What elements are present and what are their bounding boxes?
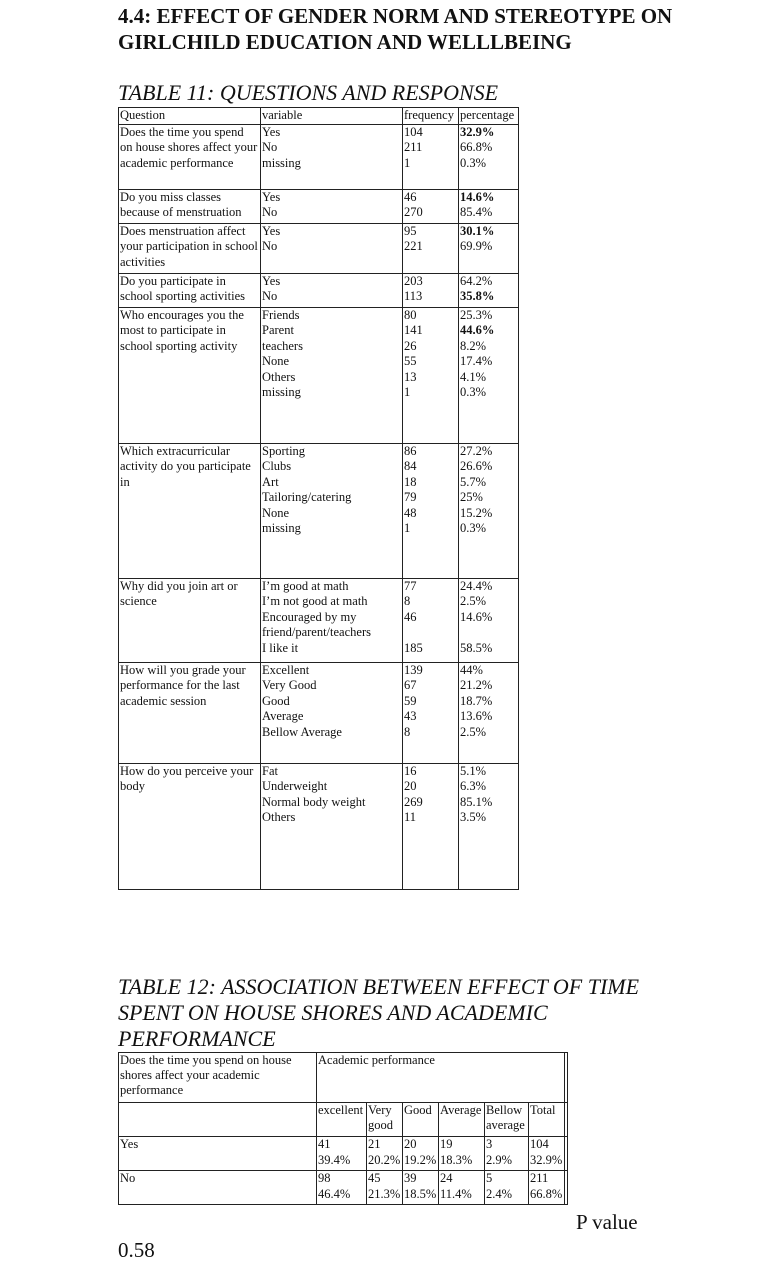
frequency-cell: 104 211 1 [403, 124, 459, 189]
p-value: 0.58 [118, 1238, 155, 1262]
frequency-cell: 203 113 [403, 273, 459, 307]
empty-cell [565, 1103, 568, 1137]
column-header-total: Total [529, 1103, 565, 1137]
question-cell: Who encourages you the most to participate in school sporting activity [119, 307, 261, 443]
percentage-cell: 24.4% 2.5% 14.6% 58.5% [459, 578, 519, 662]
question-cell: Do you miss classes because of menstruation [119, 189, 261, 223]
data-cell: 24 11.4% [439, 1171, 485, 1205]
data-cell: 19 18.3% [439, 1137, 485, 1171]
variable-cell: Yes No missing [261, 124, 403, 189]
frequency-cell: 77 8 46 185 [403, 578, 459, 662]
table-row [119, 1171, 568, 1205]
column-header-average: Average [439, 1103, 485, 1137]
association-table [118, 1052, 568, 1205]
table-header-row [119, 1053, 568, 1103]
table-row [119, 662, 519, 763]
question-cell: Does the time you spend on house shores affect your academic performance [119, 1053, 317, 1103]
question-cell: Which extracurricular activity do you participate in [119, 443, 261, 578]
table-row [119, 124, 519, 189]
frequency-cell: 86 84 18 79 48 1 [403, 443, 459, 578]
data-cell: 5 2.4% [485, 1171, 529, 1205]
column-header-row [119, 1103, 568, 1137]
table-row [119, 1137, 568, 1171]
row-label-yes: Yes [119, 1137, 317, 1171]
variable-cell: Yes No [261, 223, 403, 273]
empty-cell [119, 1103, 317, 1137]
data-cell: 39 18.5% [403, 1171, 439, 1205]
column-header-percentage: percentage [459, 108, 519, 125]
percentage-cell: 64.2% 35.8% [459, 273, 519, 307]
column-header-frequency: frequency [403, 108, 459, 125]
frequency-cell: 95 221 [403, 223, 459, 273]
table-12-title: TABLE 12: ASSOCIATION BETWEEN EFFECT OF TIME SPENT ON HOUSE SHORES AND ACADEMIC PERFORMANCE [118, 974, 640, 1051]
question-cell: Do you participate in school sporting activities [119, 273, 261, 307]
table-row [119, 578, 519, 662]
data-cell: 98 46.4% [317, 1171, 367, 1205]
variable-cell: Sporting Clubs Art Tailoring/catering None missing [261, 443, 403, 578]
variable-cell: Yes No [261, 273, 403, 307]
column-header-excellent: excellent [317, 1103, 367, 1137]
empty-cell [565, 1053, 568, 1103]
data-cell: 104 32.9% [529, 1137, 565, 1171]
frequency-cell: 16 20 269 11 [403, 763, 459, 889]
frequency-cell: 46 270 [403, 189, 459, 223]
percentage-cell: 25.3% 44.6% 8.2% 17.4% 4.1% 0.3% [459, 307, 519, 443]
question-cell: Does menstruation affect your participation in school activities [119, 223, 261, 273]
column-header-question: Question [119, 108, 261, 125]
column-header-bellow-average: Bellow average [485, 1103, 529, 1137]
row-label-no: No [119, 1171, 317, 1205]
group-header: Academic performance [317, 1053, 565, 1103]
questions-response-table [118, 107, 519, 890]
column-header-good: Good [403, 1103, 439, 1137]
percentage-cell: 5.1% 6.3% 85.1% 3.5% [459, 763, 519, 889]
variable-cell: Excellent Very Good Good Average Bellow Average [261, 662, 403, 763]
question-cell: How will you grade your performance for the last academic session [119, 662, 261, 763]
empty-cell [565, 1171, 568, 1205]
variable-cell: Yes No [261, 189, 403, 223]
question-cell: Why did you join art or science [119, 578, 261, 662]
variable-cell: I’m good at math I’m not good at math Encouraged by my friend/parent/teachers I like it [261, 578, 403, 662]
column-header-variable: variable [261, 108, 403, 125]
percentage-cell: 44% 21.2% 18.7% 13.6% 2.5% [459, 662, 519, 763]
question-cell: Does the time you spend on house shores affect your academic performance [119, 124, 261, 189]
question-cell: How do you perceive your body [119, 763, 261, 889]
table-row [119, 223, 519, 273]
table-row [119, 763, 519, 889]
data-cell: 41 39.4% [317, 1137, 367, 1171]
variable-cell: Friends Parent teachers None Others missing [261, 307, 403, 443]
percentage-cell: 30.1% 69.9% [459, 223, 519, 273]
table-11-title: TABLE 11: QUESTIONS AND RESPONSE [118, 80, 499, 105]
table-row [119, 443, 519, 578]
data-cell: 45 21.3% [367, 1171, 403, 1205]
frequency-cell: 80 141 26 55 13 1 [403, 307, 459, 443]
p-value-label: P value [576, 1210, 638, 1234]
empty-cell [565, 1137, 568, 1171]
percentage-cell: 32.9% 66.8% 0.3% [459, 124, 519, 189]
column-header-very-good: Very good [367, 1103, 403, 1137]
table-row [119, 273, 519, 307]
data-cell: 3 2.9% [485, 1137, 529, 1171]
percentage-cell: 14.6% 85.4% [459, 189, 519, 223]
frequency-cell: 139 67 59 43 8 [403, 662, 459, 763]
data-cell: 211 66.8% [529, 1171, 565, 1205]
data-cell: 20 19.2% [403, 1137, 439, 1171]
table-header-row [119, 108, 519, 125]
section-heading: 4.4: EFFECT OF GENDER NORM AND STEREOTYPE ON GIRLCHILD EDUCATION AND WELLLBEING [118, 4, 673, 54]
table-row [119, 307, 519, 443]
variable-cell: Fat Underweight Normal body weight Others [261, 763, 403, 889]
data-cell: 21 20.2% [367, 1137, 403, 1171]
percentage-cell: 27.2% 26.6% 5.7% 25% 15.2% 0.3% [459, 443, 519, 578]
table-row [119, 189, 519, 223]
